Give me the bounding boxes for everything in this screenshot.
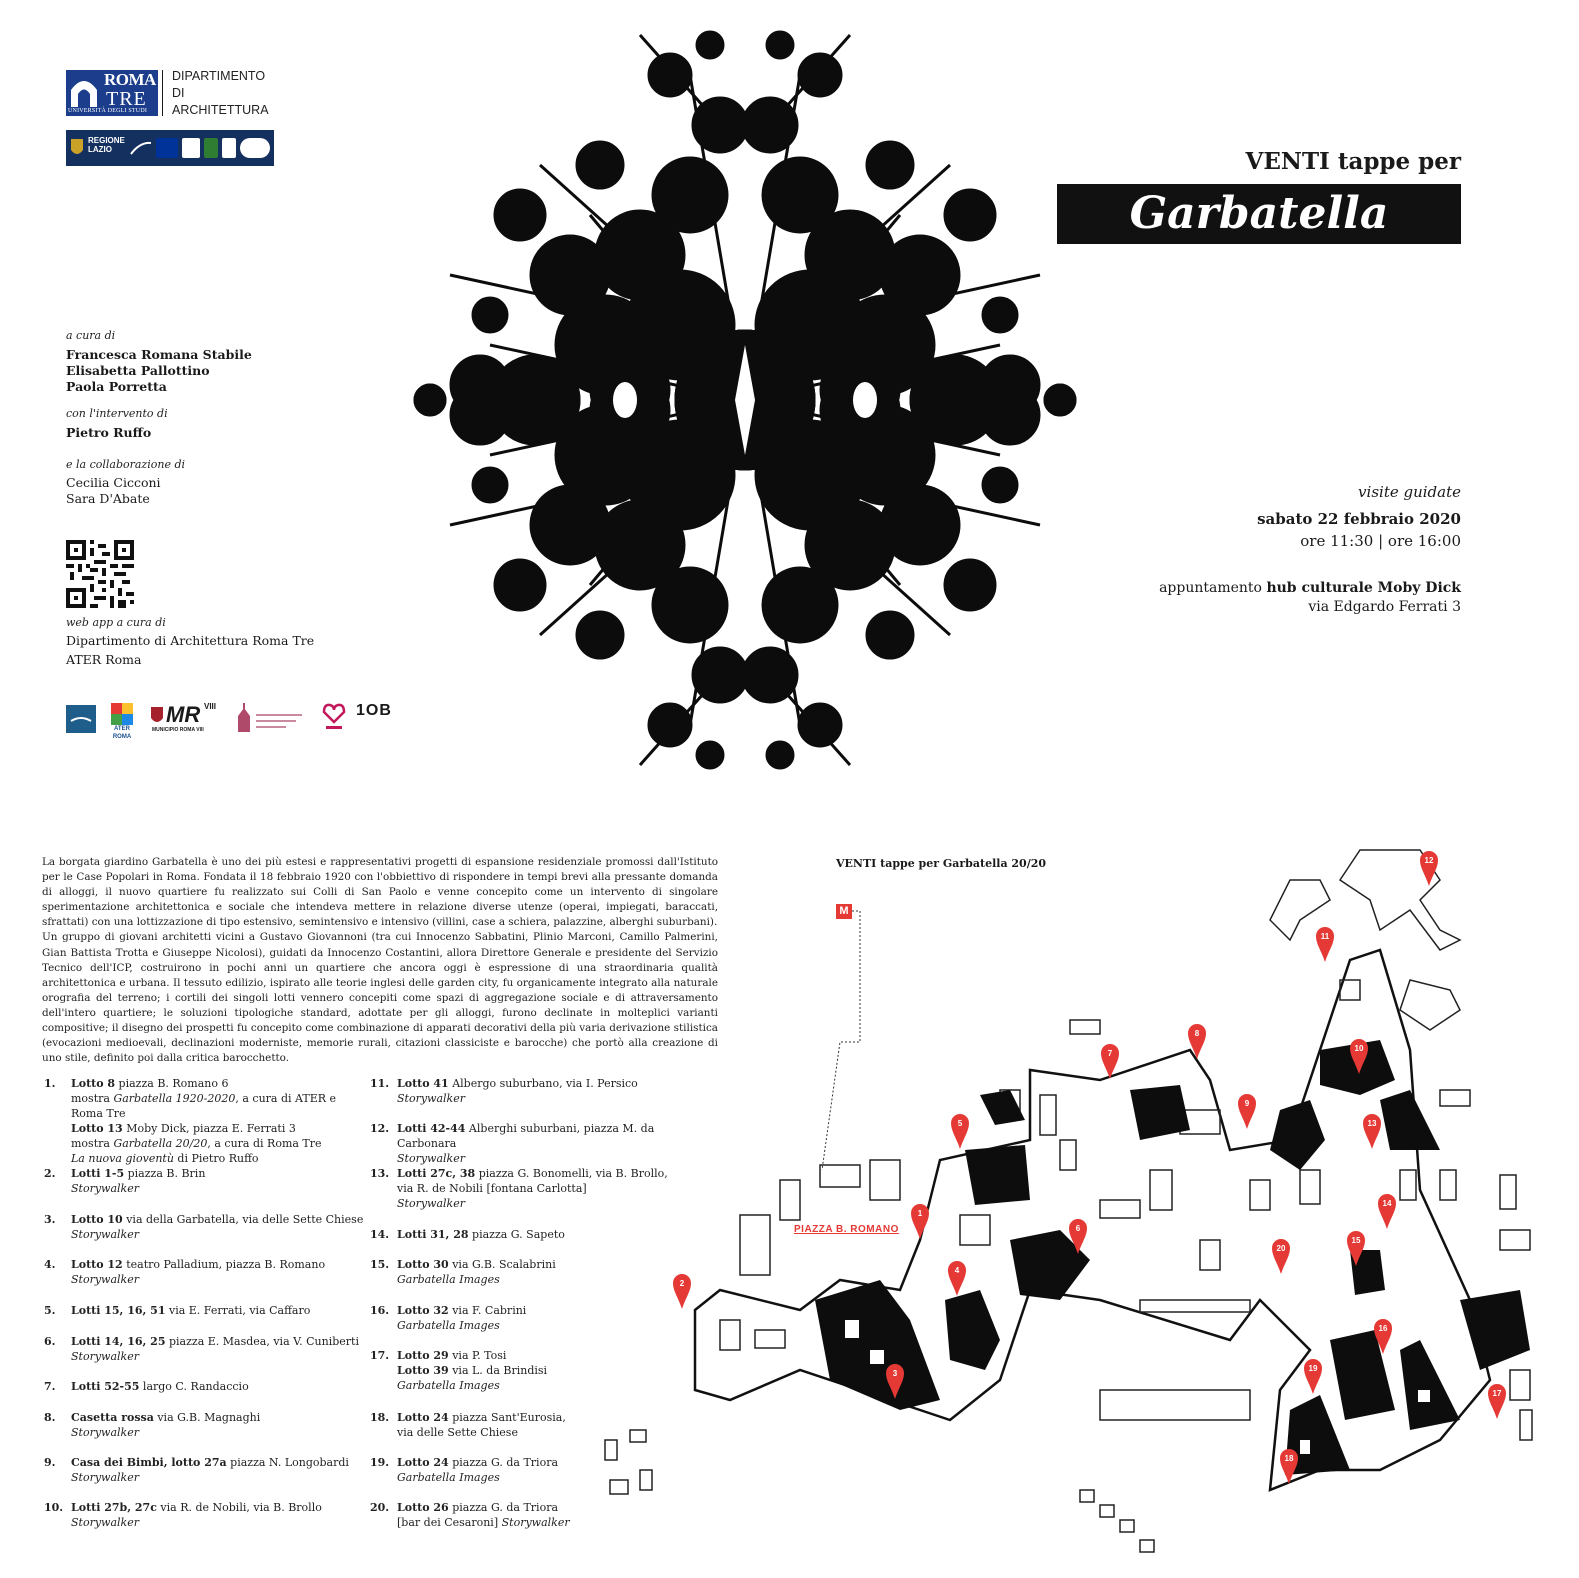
- stop-text: Storywalker: [71, 1273, 139, 1286]
- collaborator-name: Cecilia Cicconi: [66, 475, 161, 490]
- intervention-name: Pietro Ruffo: [66, 425, 152, 440]
- stop-text: via G.B. Magnaghi: [153, 1411, 261, 1424]
- stop-text: Storywalker: [71, 1471, 139, 1484]
- curator-name: Elisabetta Pallottino: [66, 363, 210, 378]
- stop-text: piazza G. Bonomelli, via B. Brollo,: [475, 1167, 668, 1180]
- map-marker-label: 14: [1382, 1199, 1392, 1208]
- stop-text: piazza Sant'Eurosia,: [448, 1411, 566, 1424]
- stop-text: via della Garbatella, via delle Sette Chiese: [122, 1213, 364, 1226]
- univ-line2: TRE: [106, 88, 147, 110]
- stop-text: Lotto 30: [397, 1258, 449, 1271]
- intervention-label: con l'intervento di: [66, 407, 168, 420]
- stop-text: piazza G. da Triora: [448, 1456, 559, 1469]
- stop-text: 2.: [44, 1167, 56, 1180]
- map-marker-label: 4: [954, 1266, 960, 1275]
- stop-text: Lotti 42-44: [397, 1122, 466, 1135]
- stop-text: [bar dei Cesaroni]: [397, 1516, 502, 1529]
- stop-text: di Pietro Ruffo: [173, 1152, 259, 1165]
- eu-flag-icon: [156, 138, 178, 158]
- map-marker-2[interactable]: [673, 1274, 691, 1309]
- stop-text: Lotti 14, 16, 25: [71, 1335, 166, 1348]
- roma-tre-logo: [66, 70, 158, 116]
- map-marker-label: 3: [892, 1369, 898, 1378]
- stop-text: 7.: [44, 1380, 56, 1393]
- stop-text: piazza B. Brin: [124, 1167, 206, 1180]
- map-marker-5[interactable]: [951, 1114, 969, 1149]
- stop-text: via L. da Brindisi: [448, 1364, 548, 1377]
- stop-text: Lotto 29: [397, 1349, 449, 1362]
- stop-text: La nuova gioventù: [71, 1152, 174, 1165]
- partner-icon: [222, 138, 236, 158]
- stop-text: Lotto 39: [397, 1364, 449, 1377]
- curator-name: Paola Porretta: [66, 379, 167, 394]
- stop-text: via delle Sette Chiese: [397, 1426, 518, 1439]
- webapp-org: ATER Roma: [66, 652, 142, 667]
- stop-text: teatro Palladium, piazza B. Romano: [122, 1258, 326, 1271]
- map-marker-12[interactable]: [1420, 851, 1438, 886]
- stop-text: largo C. Randaccio: [139, 1380, 249, 1393]
- map-marker-label: 20: [1276, 1244, 1286, 1253]
- stop-text: 17.: [370, 1349, 390, 1362]
- stop-text: Moby Dick, piazza E. Ferrati 3: [122, 1122, 296, 1135]
- stop-text: 5.: [44, 1304, 56, 1317]
- map-marker-label: 5: [957, 1119, 963, 1128]
- stop-text: via R. de Nobili [fontana Carlotta]: [397, 1182, 587, 1195]
- event-address: via Edgardo Ferrati 3: [1308, 599, 1461, 615]
- stop-text: Alberghi suburbani, piazza M. da Carbonara: [397, 1122, 655, 1150]
- univ-sub: UNIVERSITÀ DEGLI STUDI: [68, 108, 148, 114]
- stop-text: 12.: [370, 1122, 390, 1135]
- stop-text: Storywalker: [71, 1182, 139, 1195]
- stop-text: piazza B. Romano 6: [115, 1077, 229, 1090]
- stop-text: Lotti 27c, 38: [397, 1167, 476, 1180]
- title-main: Garbatella 20/20: [1057, 184, 1461, 244]
- stop-text: Lotti 27b, 27c: [71, 1501, 157, 1514]
- map-marker-label: 19: [1308, 1364, 1318, 1373]
- stop-text: Lotto 8: [71, 1077, 116, 1090]
- stop-text: Storywalker: [397, 1197, 465, 1210]
- map-marker-1[interactable]: [911, 1204, 929, 1239]
- one-ob-logo: 1OB: [356, 702, 392, 719]
- map-marker-label: 6: [1075, 1224, 1081, 1233]
- stop-text: Garbatella 20/20: [113, 1137, 208, 1150]
- stop-text: Lotti 52-55: [71, 1380, 140, 1393]
- map-title: VENTI tappe per Garbatella 20/20: [836, 857, 1047, 870]
- stop-text: Storywalker: [71, 1426, 139, 1439]
- map-marker-20[interactable]: [1272, 1239, 1290, 1274]
- stop-text: mostra: [71, 1092, 114, 1105]
- stop-text: Garbatella Images: [397, 1379, 500, 1392]
- curator-name: Francesca Romana Stabile: [66, 347, 252, 362]
- stop-text: via E. Ferrati, via Caffaro: [165, 1304, 311, 1317]
- stop-text: 19.: [370, 1456, 390, 1469]
- map-marker-label: 12: [1424, 856, 1434, 865]
- tree-artwork: [390, 15, 1100, 785]
- event-type: visite guidate: [1358, 483, 1461, 501]
- stop-text: via P. Tosi: [448, 1349, 507, 1362]
- event-date: sabato 22 febbraio 2020: [1257, 510, 1461, 528]
- stop-text: Albergo suburbano, via I. Persico: [448, 1077, 638, 1090]
- stop-text: Lotto 32: [397, 1304, 449, 1317]
- stop-text: 10.: [44, 1501, 64, 1514]
- map-marker-label: 11: [1320, 932, 1330, 941]
- stop-text: , a cura di ATER e Roma Tre: [71, 1092, 337, 1120]
- map-marker-8[interactable]: [1188, 1024, 1206, 1059]
- stop-text: Storywalker: [397, 1092, 465, 1105]
- department-name: DIPARTIMENTO DI ARCHITETTURA: [172, 69, 269, 117]
- stop-text: 15.: [370, 1258, 390, 1271]
- qr-code[interactable]: [66, 540, 134, 608]
- map-marker-label: 18: [1284, 1454, 1294, 1463]
- stop-text: 6.: [44, 1335, 56, 1348]
- stop-text: Garbatella Images: [397, 1319, 500, 1332]
- stop-text: Garbatella Images: [397, 1471, 500, 1484]
- church-logo-icon: [236, 702, 308, 734]
- stop-text: Garbatella Images: [397, 1273, 500, 1286]
- stop-text: Lotto 10: [71, 1213, 123, 1226]
- title-small: VENTI tappe per: [1245, 148, 1461, 175]
- district-map[interactable]: [590, 820, 1550, 1570]
- map-marker-label: 8: [1194, 1029, 1200, 1038]
- sponsor-bar: [66, 130, 274, 166]
- stop-text: Lotto 24: [397, 1411, 449, 1424]
- map-marker-label: 10: [1354, 1044, 1364, 1053]
- metro-icon[interactable]: M: [836, 904, 852, 919]
- univ-line1: ROMA: [104, 70, 156, 89]
- stop-text: via R. de Nobili, via B. Brollo: [156, 1501, 322, 1514]
- stop-text: Lotti 1-5: [71, 1167, 125, 1180]
- stop-text: Lotto 26: [397, 1501, 449, 1514]
- stop-text: via G.B. Scalabrini: [448, 1258, 556, 1271]
- piazza-label: PIAZZA B. ROMANO: [794, 1224, 899, 1235]
- stop-text: 16.: [370, 1304, 390, 1317]
- map-marker-14[interactable]: [1378, 1194, 1396, 1229]
- map-marker-9[interactable]: [1238, 1094, 1256, 1129]
- map-marker-label: 13: [1367, 1119, 1377, 1128]
- stop-text: Lotto 41: [397, 1077, 449, 1090]
- stop-text: Casa dei Bimbi, lotto 27a: [71, 1456, 227, 1469]
- collaborator-name: Sara D'Abate: [66, 491, 150, 506]
- stop-text: Lotti 31, 28: [397, 1228, 469, 1241]
- stop-text: mostra: [71, 1137, 114, 1150]
- republic-emblem-icon: [182, 138, 200, 158]
- stop-text: 13.: [370, 1167, 390, 1180]
- stop-text: 11.: [370, 1077, 390, 1090]
- stop-text: 18.: [370, 1411, 390, 1424]
- map-marker-label: 1: [917, 1209, 923, 1218]
- map-marker-17[interactable]: [1488, 1384, 1506, 1419]
- logo-divider: [162, 70, 163, 116]
- stop-text: piazza N. Longobardi: [226, 1456, 349, 1469]
- map-marker-label: 17: [1492, 1389, 1502, 1398]
- stop-text: , a cura di Roma Tre: [207, 1137, 322, 1150]
- stop-text: Storywalker: [71, 1516, 139, 1529]
- stop-text: Casetta rossa: [71, 1411, 154, 1424]
- map-marker-13[interactable]: [1363, 1114, 1381, 1149]
- stop-text: Storywalker: [71, 1350, 139, 1363]
- stop-text: Lotti 15, 16, 51: [71, 1304, 166, 1317]
- stop-text: piazza E. Masdea, via V. Cuniberti: [165, 1335, 359, 1348]
- event-meeting: appuntamento hub culturale Moby Dick: [1159, 580, 1461, 596]
- collab-label: e la collaborazione di: [66, 458, 186, 471]
- intro-paragraph: La borgata giardino Garbatella è uno dei più estesi e rappresentativi progetti di espansione residenziale promossi dall'Istituto per le Case Popolari in Roma. Fondata il 18 febbraio 1920 con l'obbiettivo di rispondere in tempi brevi alla pressante domanda di alloggi, il nuovo quartiere fu realizzato sui Colli di San Paolo e venne concepito come un intervento di singolare sperimentazione architettonica e sociale che intendeva mettere in relazione diverse utenze (operai, impiegati, baraccati, sfrattati) con una lottizzazione di tipo estensivo, semintensivo e intensivo (villini, case a schiera, palazzine, alberghi suburbani). Un gruppo di giovani architetti vicini a Gustavo Giovannoni (tra cui Innocenzo Sabbatini, Plinio Marconi, Camillo Palmerini, Gian Battista Trotta e Giuseppe Nicolosi), guidati da Innocenzo Costantini, allora Direttore Generale e presidente del Servizio Tecnico dell'ICP, costruirono in pochi anni un quartiere che ancora oggi è espressione di una straordinaria qualità architettonica e urbana. Il tessuto edilizio, ispirato alle teorie inglesi delle garden city, fu organicamente integrato alla naturale orografia del terreno; i cortili dei singoli lotti vennero concepiti come spazi di aggregazione sociale e di attraversamento dell'intero quartiere; le soluzioni tipologiche standard, adottate per gli alloggi, furono declinate in molteplici varianti compositive; il disegno dei prospetti fu concepito come combinazione di apparati decorativi della più varia derivazione stilistica (evocazioni medioevali, declinazioni moderniste, memorie rurali, citazioni classiciste e barocche) che portò alla creazione di uno stile, definito poi dalla critica barocchetto.: [42, 856, 718, 1065]
- event-times: ore 11:30 | ore 16:00: [1300, 532, 1461, 550]
- map-marker-4[interactable]: [948, 1261, 966, 1296]
- stop-text: Lotto 24: [397, 1456, 449, 1469]
- stop-text: Lotto 12: [71, 1258, 123, 1271]
- stop-text: 14.: [370, 1228, 390, 1241]
- stop-text: Garbatella 1920-2020: [113, 1092, 236, 1105]
- disco-logo-icon: [240, 138, 270, 158]
- book-logo-icon: [66, 705, 96, 733]
- partner-icon: [204, 138, 218, 158]
- municipio-logo: MR VIII MUNICIPIO ROMA VIII: [152, 702, 217, 733]
- map-marker-label: 2: [679, 1279, 685, 1288]
- stop-text: Lotto 13: [71, 1122, 123, 1135]
- map-marker-19[interactable]: [1304, 1359, 1322, 1394]
- stop-text: 8.: [44, 1411, 56, 1424]
- map-marker-label: 7: [1107, 1049, 1113, 1058]
- stop-text: 1.: [44, 1077, 56, 1090]
- stop-text: 20.: [370, 1501, 390, 1514]
- stop-text: piazza G. Sapeto: [468, 1228, 565, 1241]
- curated-label: a cura di: [66, 329, 116, 342]
- stop-text: Storywalker: [501, 1516, 570, 1529]
- arch-icon: [70, 76, 98, 108]
- ater-logo: ATER ROMA: [110, 703, 134, 735]
- shield-icon: [150, 706, 164, 726]
- sponsor-label: REGIONE LAZIO: [88, 136, 125, 154]
- webapp-org: Dipartimento di Architettura Roma Tre: [66, 633, 315, 648]
- stop-text: piazza G. da Triora: [448, 1501, 559, 1514]
- stop-text: Storywalker: [71, 1228, 139, 1241]
- stop-text: 4.: [44, 1258, 56, 1271]
- map-marker-label: 9: [1244, 1099, 1250, 1108]
- stop-text: via F. Cabrini: [448, 1304, 527, 1317]
- heart-logo-icon: [322, 702, 346, 734]
- swoosh-icon: [130, 140, 152, 156]
- webapp-label: web app a cura di: [66, 616, 166, 629]
- stop-text: Storywalker: [397, 1152, 465, 1165]
- stop-text: 3.: [44, 1213, 56, 1226]
- stop-text: 9.: [44, 1456, 56, 1469]
- map-marker-label: 16: [1378, 1324, 1388, 1333]
- map-marker-11[interactable]: [1316, 927, 1334, 962]
- region-crest-icon: [70, 138, 84, 158]
- map-marker-label: 15: [1351, 1236, 1361, 1245]
